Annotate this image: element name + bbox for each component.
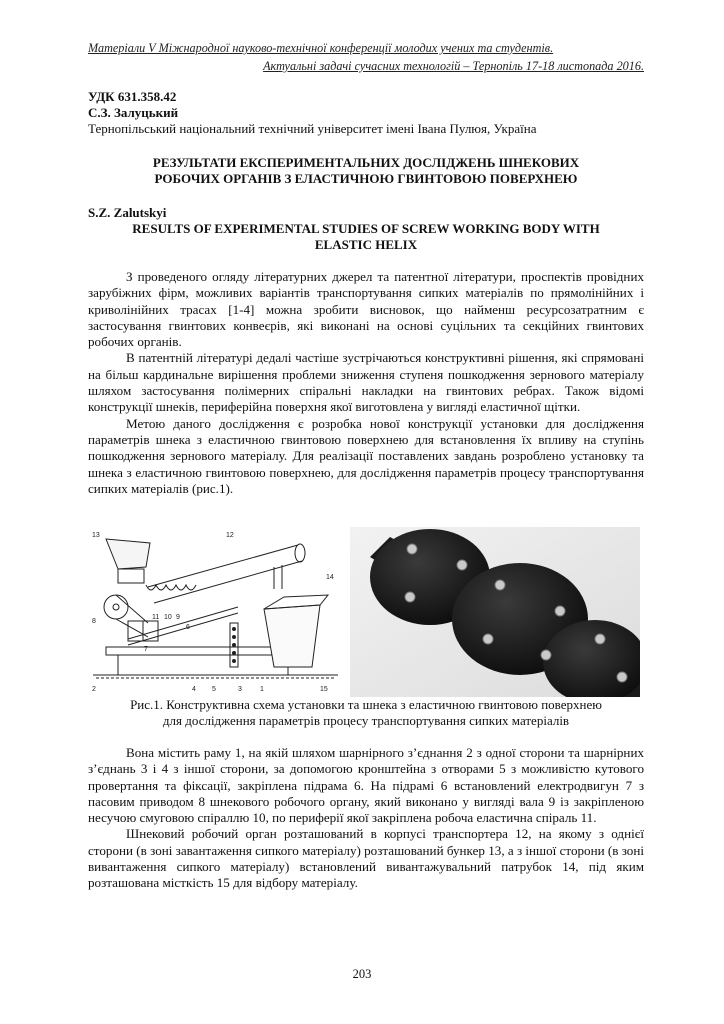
title-ua-line2: РОБОЧИХ ОРГАНІВ З ЕЛАСТИЧНОЮ ГВИНТОВОЮ ПОВЕРХНЕЮ: [154, 171, 578, 186]
author-ua: С.З. Залуцький: [88, 105, 179, 120]
scheme-label: 9: [176, 614, 180, 621]
scheme-label: 13: [92, 532, 100, 539]
paragraph-1: З проведеного огляду літературних джерел та патентної літератури, проспектів провідних зарубіжних фірм, можливих варіантів транспортування сипких матеріалів по прямолінійних і криволінійних трасах [1-4] можна зробити висновок, що найменш ресурсозатратним є застосування гвинтових конвеєрів, які виконані на основі суцільних та секційних гвинтових робочих органів.: [88, 269, 644, 350]
figure-caption: [88, 697, 644, 729]
scheme-label: 8: [92, 618, 96, 625]
figure-caption-line1: Рис.1. Конструктивна схема установки та шнека з еластичною гвинтовою поверхнею: [130, 697, 602, 712]
scheme-label: 11: [152, 614, 160, 621]
scheme-label: 7: [144, 646, 148, 653]
scheme-label: 2: [92, 686, 96, 693]
paragraph-4: Вона містить раму 1, на якій шляхом шарнірного з’єднання 2 з одної сторони та шарнірних з’єднань 3 і 4 з іншої сторони, за допомогою кронштейна з отворами 5 з можливістю кутового провертання та фіксації, закріплена підрама 6. На підрамі 6 встановлений електродвигун 7 з пасовим приводом 8 шнекового робочого органу, який виконано у вигляді вала 9 із закріпленою несучою смуговою спіраллю 10, по периферії якої закріплена робоча еластична спіраль 11.: [88, 745, 644, 826]
title-en-line2: ELASTIC HELIX: [314, 237, 418, 252]
title-en-line1: RESULTS OF EXPERIMENTAL STUDIES OF SCREW WORKING BODY WITH: [132, 221, 600, 236]
body-text-bottom: [88, 745, 644, 892]
scheme-label: 10: [164, 614, 172, 621]
running-header-line2: Актуальні задачі сучасних технологій – Тернопіль 17-18 листопада 2016.: [263, 59, 644, 73]
figure-1: [88, 527, 644, 697]
installation-scheme-drawing: [88, 527, 344, 697]
scheme-label: 4: [192, 686, 196, 693]
paragraph-5: Шнековий робочий орган розташований в корпусі транспортера 12, на якому з однієї сторони (в зоні завантаження сипкого матеріалу) розташований бункер 13, а з іншої сторони (в зоні вивантаження сипкого матеріалу) встановлений вивантажувальний патрубок 14, під яким розташована місткість 15 для відбору матеріалу.: [88, 826, 644, 891]
scheme-label: 5: [212, 686, 216, 693]
scheme-label: 3: [238, 686, 242, 693]
page-number: 203: [352, 967, 372, 981]
screw-photo: [350, 527, 640, 697]
scheme-label: 6: [186, 624, 190, 631]
udc-code: УДК 631.358.42: [88, 89, 177, 104]
paragraph-2: В патентній літературі дедалі частіше зустрічаються конструктивні рішення, які спрямовані на більш кардинальне вирішення проблеми зниження ступеня пошкодження зернового матеріалу шляхом застосування полімерних спіральні накладки на гвинтових ребрах. Також відомі конструкції шнеків, периферійна поверхня якої виготовлена у вигляді еластичної щітки.: [88, 350, 644, 415]
body-text-top: [88, 269, 644, 497]
scheme-label: 12: [226, 532, 234, 539]
scheme-label: 14: [326, 574, 334, 581]
figure-caption-line2: для дослідження параметрів процесу транспортування сипких матеріалів: [162, 713, 570, 728]
running-header-line1: Матеріали V Міжнародної науково-технічної конференції молодих учених та студентів.: [88, 41, 554, 55]
author-en: S.Z. Zalutskyi: [88, 205, 167, 220]
paragraph-3: Метою даного дослідження є розробка нової конструкції установки для дослідження параметрів шнека з еластичною гвинтовою поверхнею для встановлення їх впливу на ступінь пошкодження зернового матеріалу. Для реалізації поставлених завдань розроблено установку та шнека з еластичною гвинтовою поверхнею, для дослідження параметрів процесу транспортування сипких матеріалів (рис.1).: [88, 415, 644, 496]
affiliation: Тернопільський національний технічний університет імені Івана Пулюя, Україна: [88, 121, 537, 136]
title-ua-line1: РЕЗУЛЬТАТИ ЕКСПЕРИМЕНТАЛЬНИХ ДОСЛІДЖЕНЬ ШНЕКОВИХ: [152, 155, 580, 170]
scheme-label: 15: [320, 686, 328, 693]
scheme-label: 1: [260, 686, 264, 693]
